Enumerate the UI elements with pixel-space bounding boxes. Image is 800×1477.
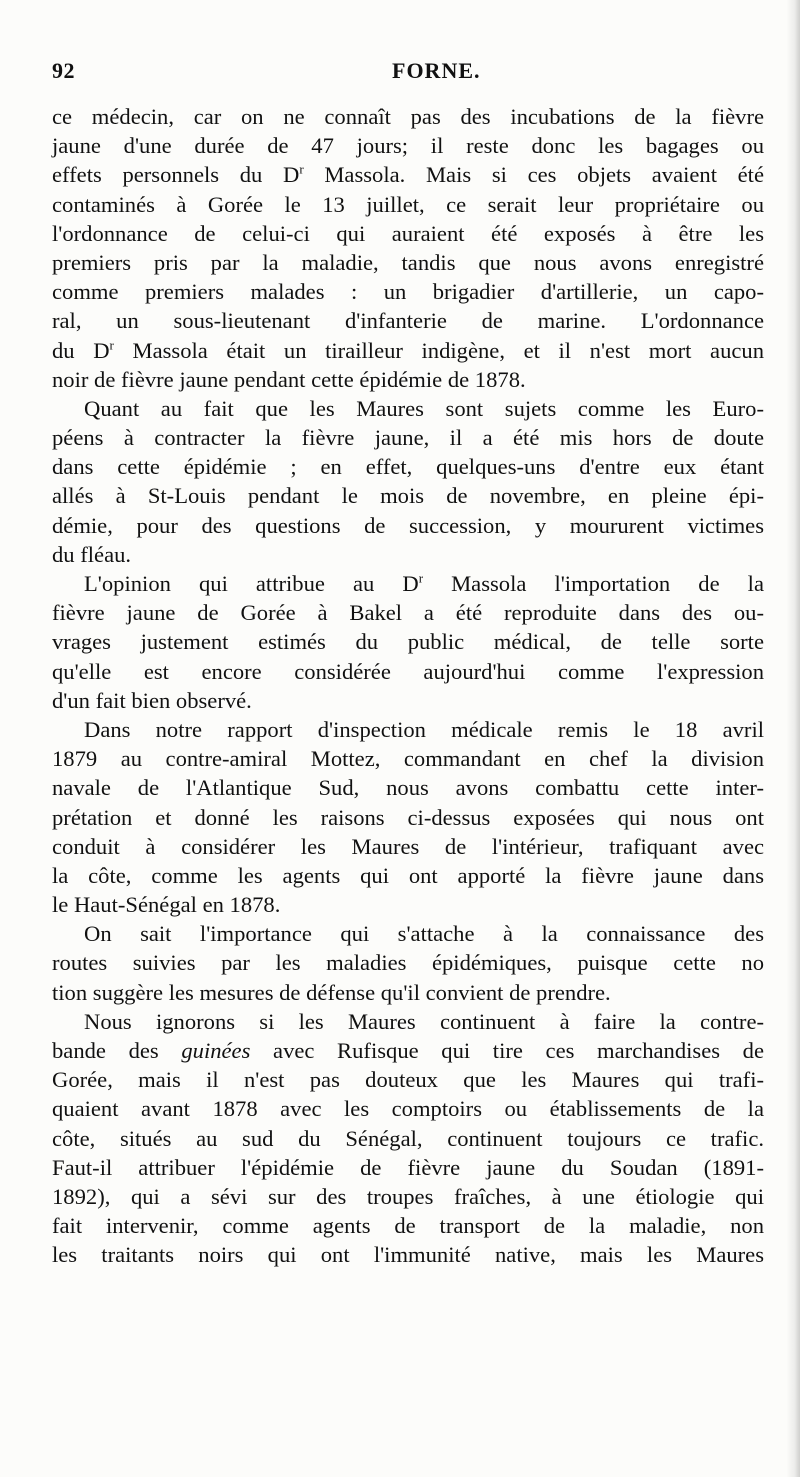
text-line: fièvre jaune de Gorée à Bakel a été reproduite dans des ou- — [52, 600, 764, 626]
text-line: allés à St-Louis pendant le mois de novembre, en pleine épi- — [52, 483, 764, 509]
superscript: r — [418, 570, 424, 586]
body-text — [52, 102, 764, 1270]
text-line: Dans notre rapport d'inspection médicale remis le 18 avril — [84, 716, 764, 742]
text-segment: Massola était un tirailleur indigène, et il n'est mort aucun — [113, 337, 764, 363]
superscript: r — [299, 161, 304, 177]
text-segment: Massola l'importation de la — [423, 571, 764, 596]
text-line: ral, un sous-lieutenant d'infanterie de marine. L'ordonnance — [52, 308, 764, 334]
text-line: dans cette épidémie ; en effet, quelques-uns d'entre eux étant — [52, 454, 764, 480]
text-line: jaune d'une durée de 47 jours; il reste donc les bagages ou — [52, 133, 764, 159]
text-segment: du D — [52, 337, 110, 363]
text-line: conduit à considérer les Maures de l'intérieur, trafiquant avec — [52, 833, 764, 859]
page-edge-shadow — [786, 0, 800, 1477]
text-line: routes suivies par les maladies épidémiques, puisque cette no — [52, 950, 764, 976]
text-line — [52, 160, 764, 189]
text-line: 1892), qui a sévi sur des troupes fraîches, à une étiologie qui — [52, 1183, 764, 1209]
text-segment: L'opinion qui attribue au D — [84, 571, 419, 596]
text-line: ce médecin, car on ne connaît pas des incubations de la fièvre — [52, 104, 764, 129]
text-line: prétation et donné les raisons ci-dessus exposées qui nous ont — [52, 804, 764, 830]
text-line: côte, situés au sud du Sénégal, continuent toujours ce trafic. — [52, 1125, 764, 1151]
text-line: comme premiers malades : un brigadier d'artillerie, un capo- — [52, 279, 764, 305]
text-line: vrages justement estimés du public médical, de telle sorte — [52, 629, 764, 655]
text-line: quaient avant 1878 avec les comptoirs ou établissements de la — [52, 1096, 764, 1122]
running-title: FORNE. — [392, 58, 481, 83]
text-line: fait intervenir, comme agents de transport de la maladie, non — [52, 1213, 764, 1239]
text-line: qu'elle est encore considérée aujourd'hui comme l'expression — [52, 658, 764, 684]
text-line — [52, 336, 764, 365]
text-segment: avec Rufisque qui tire ces marchandises de — [250, 1038, 764, 1063]
text-line: Faut-il attribuer l'épidémie de fièvre jaune du Soudan (1891- — [52, 1154, 764, 1180]
text-line: Gorée, mais il n'est pas douteux que les Maures qui trafi- — [52, 1067, 764, 1093]
text-line: 1879 au contre-amiral Mottez, commandant en chef la division — [52, 746, 764, 772]
text-segment: Massola. Mais si ces objets avaient été — [303, 162, 764, 188]
text-line: du fléau. — [52, 541, 132, 567]
text-segment: effets personnels du D — [52, 162, 300, 188]
text-line: Nous ignorons si les Maures continuent à faire la contre- — [84, 1008, 764, 1034]
italic-term: guinées — [181, 1038, 251, 1063]
text-line: contaminés à Gorée le 13 juillet, ce serait leur propriétaire ou — [52, 191, 764, 217]
running-head — [52, 58, 764, 88]
text-line: tion suggère les mesures de défense qu'il convient de prendre. — [52, 979, 611, 1005]
text-line: la côte, comme les agents qui ont apporté la fièvre jaune dans — [52, 862, 764, 888]
text-line: d'un fait bien observé. — [52, 687, 252, 713]
page-number: 92 — [52, 58, 75, 83]
text-line: les traitants noirs qui ont l'immunité native, mais les Maures — [52, 1242, 764, 1268]
text-line — [52, 569, 764, 598]
text-line: premiers pris par la maladie, tandis que nous avons enregistré — [52, 249, 764, 275]
text-line: péens à contracter la fièvre jaune, il a été mis hors de doute — [52, 425, 764, 451]
text-line: noir de fièvre jaune pendant cette épidémie de 1878. — [52, 366, 526, 392]
text-line: Quant au fait que les Maures sont sujets comme les Euro- — [84, 395, 764, 421]
text-line — [52, 1036, 764, 1065]
text-line: démie, pour des questions de succession, y moururent victimes — [52, 512, 764, 538]
text-line: l'ordonnance de celui-ci qui auraient été exposés à être les — [52, 220, 764, 246]
text-line: navale de l'Atlantique Sud, nous avons combattu cette inter- — [52, 775, 764, 801]
superscript: r — [109, 336, 114, 352]
text-line: On sait l'importance qui s'attache à la connaissance des — [84, 921, 764, 947]
text-line: le Haut-Sénégal en 1878. — [52, 892, 281, 918]
text-segment: bande des — [52, 1038, 182, 1063]
